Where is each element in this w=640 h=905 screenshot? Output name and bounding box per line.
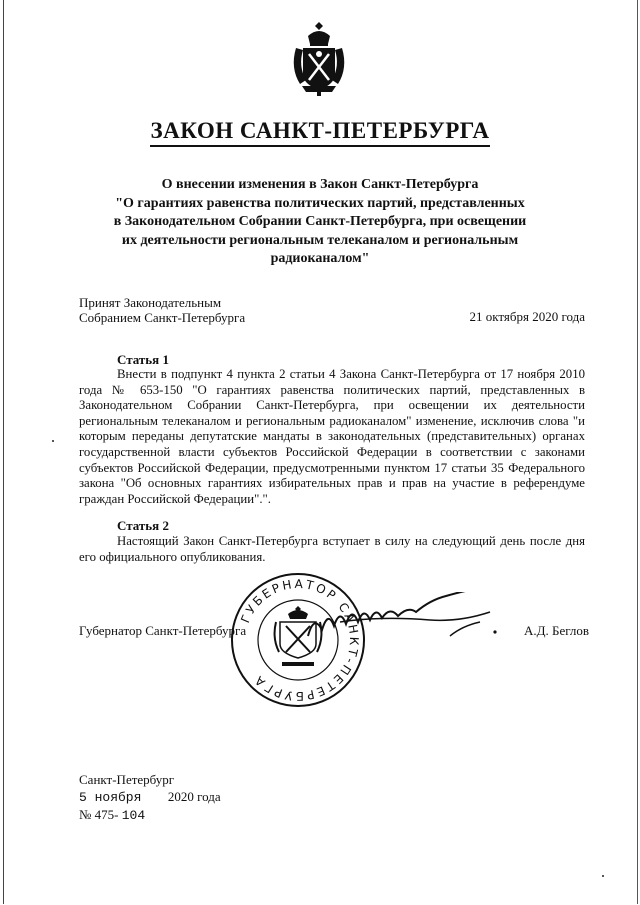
adopted-line: Собранием Санкт-Петербурга: [79, 310, 246, 325]
adopted-date: 21 октября 2020 года: [469, 309, 585, 324]
coat-of-arms-emblem: [288, 20, 350, 98]
signatory-title: Губернатор Санкт-Петербурга: [79, 623, 247, 638]
adopted-line: Принят Законодательным: [79, 295, 222, 310]
article-1-text: Внести в подпункт 4 пункта 2 статьи 4 Закона Санкт-Петербурга от 17 ноября 2010 года № 653-150 "О гарантиях равенства политических партий, представленных в Законодательном Собрании Санкт-Петербурга, при освещении их деятельности региональным телеканалом и региональным радиоканалом" изменение, исключив слова "и которым переданы депутатские мандаты в законодательных (представительных) органах государственной власти субъектов Российской Федерации в соответствии с законами субъектов Российской Федерации, предусмотренными пунктом 17 статьи 35 Федерального закона "Об основных гарантиях избирательных прав и прав на участие в референдуме граждан Российской Федерации".".: [79, 367, 585, 506]
article-2-text: Настоящий Закон Санкт-Петербурга вступает в силу на следующий день после дня его официального опубликования.: [79, 534, 585, 564]
subject-line: в Законодательном Собрании Санкт-Петербурга, при освещении: [113, 214, 527, 229]
signing-city: Санкт-Петербург: [79, 772, 175, 787]
signing-year: 2020 года: [167, 789, 221, 804]
subject-line: их деятельности региональным телеканалом и региональным: [121, 232, 519, 248]
signing-details: [79, 771, 221, 824]
signatory-name: А.Д. Беглов: [524, 623, 590, 638]
article-2-heading: Статья 2: [117, 518, 169, 533]
article-1-heading: Статья 1: [117, 352, 169, 367]
signing-date: [79, 788, 221, 806]
law-number-prefix: № 475-: [79, 807, 119, 822]
law-title: ЗАКОН САНКТ-ПЕТЕРБУРГА: [150, 118, 490, 143]
law-number: [79, 806, 221, 824]
title-underline: [150, 145, 490, 147]
law-number-value: 104: [121, 808, 146, 823]
subject-line: О внесении изменения в Закон Санкт-Петербурга: [161, 177, 479, 192]
seal-text: ГУБЕРНАТОР САНКТ-ПЕТЕРБУРГА: [238, 576, 362, 704]
scan-artifact: [52, 440, 54, 442]
adopted-by: [79, 295, 245, 325]
law-subject: [90, 176, 550, 269]
subject-line: "О гарантиях равенства политических партий, представленных: [115, 195, 525, 211]
signing-day: 5 ноября: [79, 790, 142, 805]
subject-line: радиоканалом": [270, 251, 370, 266]
scan-artifact: [602, 875, 604, 877]
handwritten-signature: [300, 592, 525, 652]
